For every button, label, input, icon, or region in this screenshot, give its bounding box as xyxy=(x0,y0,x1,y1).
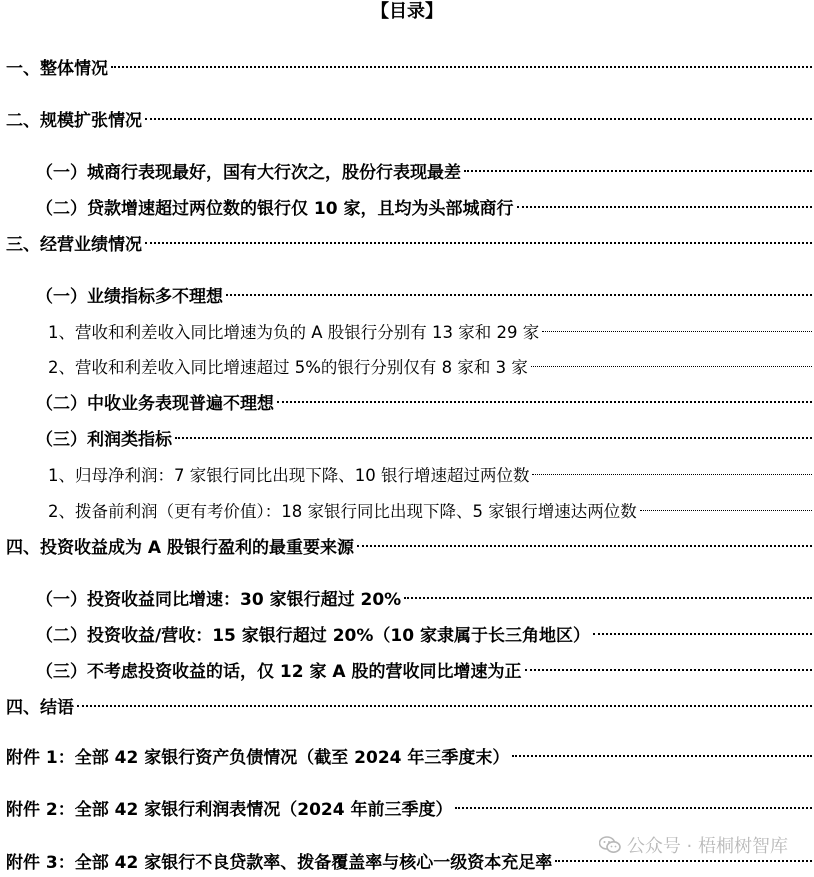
dot-leader xyxy=(226,276,812,302)
toc-entry-label: 二、规模扩张情况 xyxy=(6,111,142,131)
toc-entry-label: 附件 3：全部 42 家银行不良贷款率、拨备覆盖率与核心一级资本充足率 xyxy=(6,853,553,873)
dot-leader xyxy=(145,100,812,126)
toc-entry[interactable] xyxy=(36,615,814,646)
toc-entry-label: 2、拨备前利润（更有考价值）：18 家银行同比出现下降、5 家银行增速达两位数 xyxy=(48,502,637,521)
dot-leader xyxy=(175,419,812,445)
toc-entry-label: （二）贷款增速超过两位数的银行仅 10 家，且均为头部城商行 xyxy=(36,199,514,219)
dot-leader xyxy=(357,527,812,553)
dot-leader xyxy=(455,789,812,815)
toc-entry-label: （一）投资收益同比增速：30 家银行超过 20% xyxy=(36,590,402,610)
toc-entry-label: （三）利润类指标 xyxy=(36,430,172,450)
toc-entry-label: 四、投资收益成为 A 股银行盈利的最重要来源 xyxy=(6,538,354,558)
toc-entry[interactable] xyxy=(48,491,814,521)
toc-entry[interactable] xyxy=(6,737,814,768)
toc-entry[interactable] xyxy=(6,789,814,820)
toc-entry-label: 1、归母净利润：7 家银行同比出现下降、10 银行增速超过两位数 xyxy=(48,466,530,485)
dot-leader xyxy=(593,615,812,641)
toc-entry[interactable] xyxy=(36,579,814,610)
toc-entry-label: （三）不考虑投资收益的话，仅 12 家 A 股的营收同比增速为正 xyxy=(36,662,522,682)
toc-entry[interactable] xyxy=(36,383,814,414)
dot-leader xyxy=(404,579,812,605)
dot-leader xyxy=(640,491,812,517)
toc-entry[interactable] xyxy=(6,100,814,131)
dot-leader xyxy=(542,312,812,338)
toc-entry-label: 1、营收和利差收入同比增速为负的 A 股银行分别有 13 家和 29 家 xyxy=(48,323,540,342)
toc-entry-label: 三、经营业绩情况 xyxy=(6,235,142,255)
toc-entry-label: （一）城商行表现最好，国有大行次之，股份行表现最差 xyxy=(36,163,461,183)
toc-entry[interactable] xyxy=(36,276,814,307)
toc-entry[interactable] xyxy=(6,48,814,79)
toc-entry[interactable] xyxy=(6,527,814,558)
toc-entry[interactable] xyxy=(48,455,814,485)
toc-entry-label: （二）中收业务表现普遍不理想 xyxy=(36,394,274,414)
watermark xyxy=(599,832,788,858)
toc-entry[interactable] xyxy=(36,419,814,450)
dot-leader xyxy=(531,347,812,373)
toc-entry-label: （二）投资收益/营收：15 家银行超过 20%（10 家隶属于长三角地区） xyxy=(36,626,590,646)
dot-leader xyxy=(277,383,812,409)
watermark-label: 公众号 · 梧桐树智库 xyxy=(626,836,788,857)
toc-entry[interactable] xyxy=(48,312,814,342)
toc-entry-label: 一、整体情况 xyxy=(6,59,108,79)
toc-entry[interactable] xyxy=(36,651,814,682)
toc-entry-label: （一）业绩指标多不理想 xyxy=(36,287,223,307)
toc-entry-label: 附件 2：全部 42 家银行利润表情况（2024 年前三季度） xyxy=(6,800,453,820)
dot-leader xyxy=(145,224,812,250)
dot-leader xyxy=(77,687,812,713)
dot-leader xyxy=(532,455,812,481)
toc-title: 【目录】 xyxy=(371,1,443,22)
toc-entry[interactable] xyxy=(6,224,814,255)
dot-leader xyxy=(111,48,812,74)
dot-leader xyxy=(517,188,813,214)
toc-entry-label: 四、结语 xyxy=(6,698,74,718)
toc-entry-label: 2、营收和利差收入同比增速超过 5%的银行分别仅有 8 家和 3 家 xyxy=(48,358,528,377)
dot-leader xyxy=(512,737,812,763)
toc-entry[interactable] xyxy=(36,152,814,183)
toc-entry[interactable] xyxy=(48,347,814,377)
dot-leader xyxy=(525,651,813,677)
dot-leader xyxy=(464,152,812,178)
toc-entry-label: 附件 1：全部 42 家银行资产负债情况（截至 2024 年三季度末） xyxy=(6,748,510,768)
toc-entry[interactable] xyxy=(36,188,814,219)
toc-entry[interactable] xyxy=(6,687,814,718)
wechat-icon xyxy=(599,836,621,854)
